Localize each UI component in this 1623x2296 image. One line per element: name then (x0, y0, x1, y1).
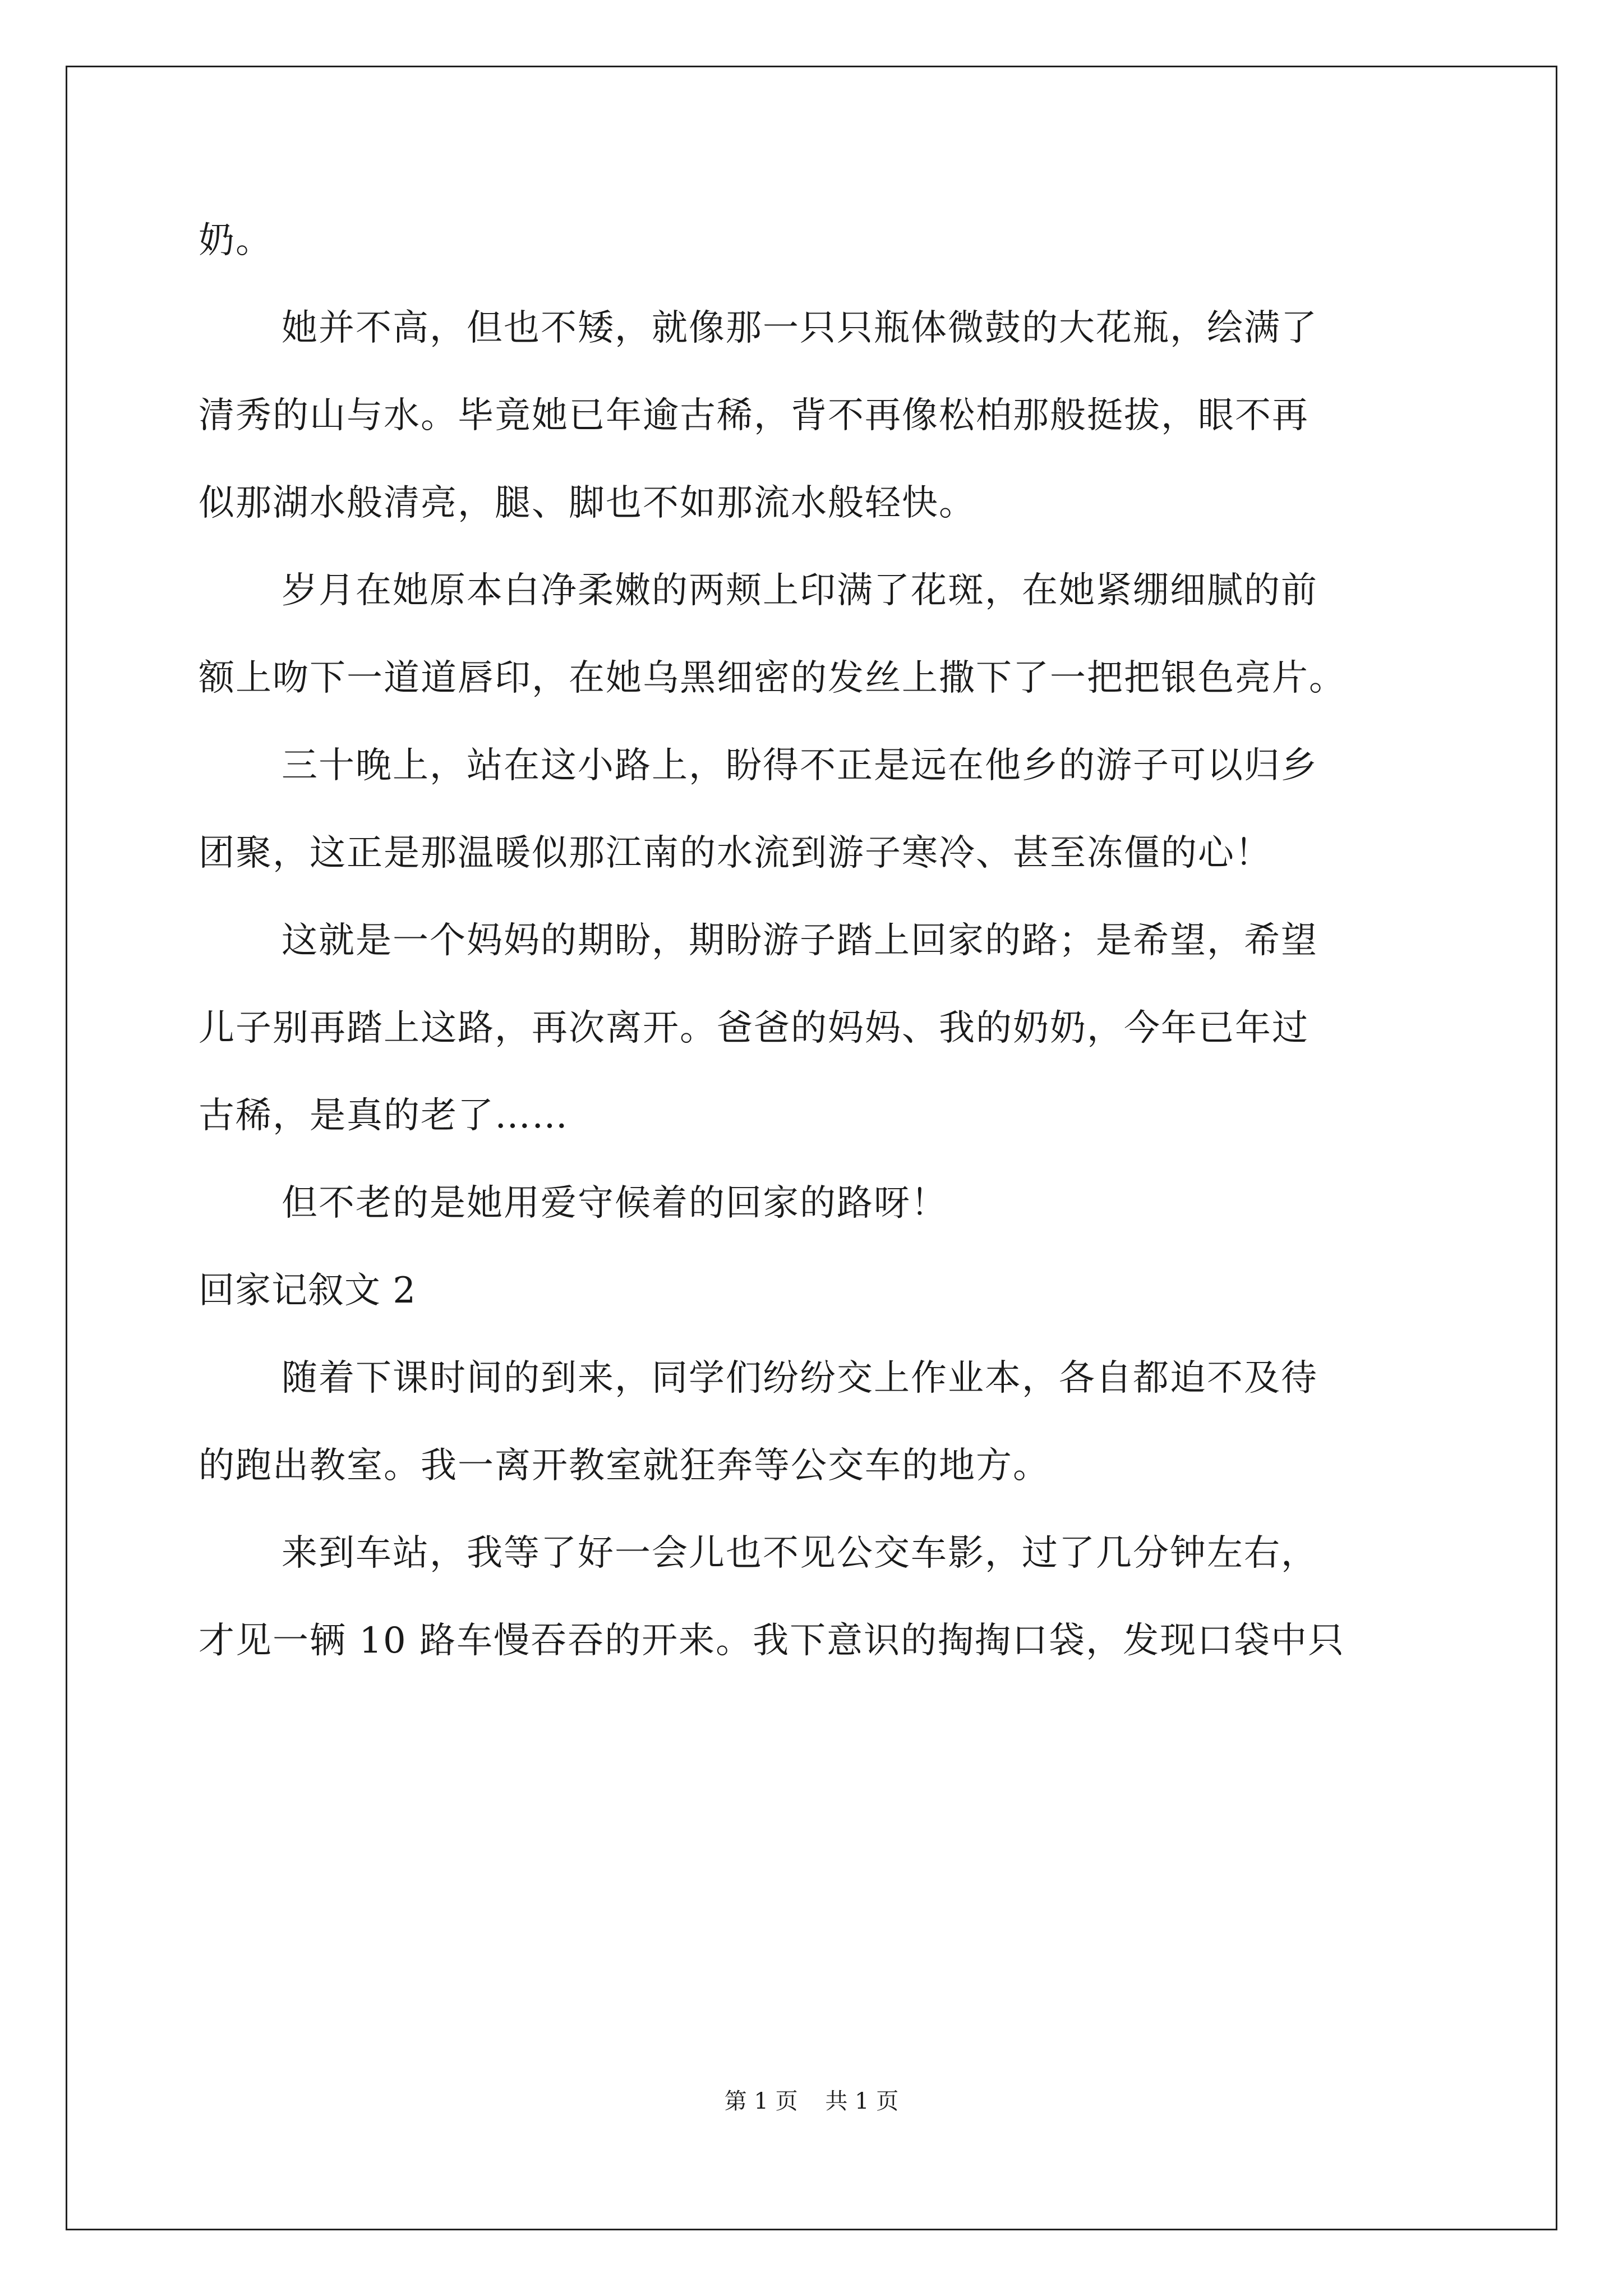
page-footer (0, 2087, 1623, 2116)
page-number: 第 1 页 (724, 2088, 798, 2114)
text-line: 奶。 (199, 220, 273, 261)
text-line: 的跑出教室。我一离开教室就狂奔等公交车的地方。 (199, 1445, 1050, 1487)
text-line: 似那湖水般清亮，腿、脚也不如那流水般轻快。 (199, 482, 976, 524)
text-line: 来到车站，我等了好一会儿也不见公交车影，过了几分钟左右， (282, 1533, 1318, 1574)
page-total: 共 1 页 (825, 2088, 899, 2114)
text-line: 儿子别再踏上这路，再次离开。爸爸的妈妈、我的奶奶，今年已年过 (199, 1007, 1309, 1049)
text-line: 三十晚上，站在这小路上，盼得不正是远在他乡的游子可以归乡 (282, 745, 1318, 786)
section-heading: 回家记叙文 2 (199, 1270, 417, 1312)
text-line: 团聚，这正是那温暖似那江南的水流到游子寒冷、甚至冻僵的心！ (199, 832, 1272, 874)
text-line: 她并不高，但也不矮，就像那一只只瓶体微鼓的大花瓶，绘满了 (282, 307, 1318, 349)
text-line: 这就是一个妈妈的期盼，期盼游子踏上回家的路；是希望，希望 (282, 920, 1318, 961)
text-line: 才见一辆 10 路车慢吞吞的开来。我下意识的掏掏口袋，发现口袋中只 (199, 1620, 1345, 1662)
text-line: 古稀，是真的老了…… (199, 1095, 569, 1137)
text-line: 岁月在她原本白净柔嫩的两颊上印满了花斑，在她紧绷细腻的前 (282, 570, 1318, 611)
text-line: 清秀的山与水。毕竟她已年逾古稀，背不再像松柏那般挺拔，眼不再 (199, 395, 1309, 436)
text-line: 随着下课时间的到来，同学们纷纷交上作业本，各自都迫不及待 (282, 1358, 1318, 1399)
document-body (199, 219, 1432, 1706)
text-line: 额上吻下一道道唇印，在她乌黑细密的发丝上撒下了一把把银色亮片。 (199, 657, 1346, 699)
text-line: 但不老的是她用爱守候着的回家的路呀！ (282, 1182, 948, 1224)
